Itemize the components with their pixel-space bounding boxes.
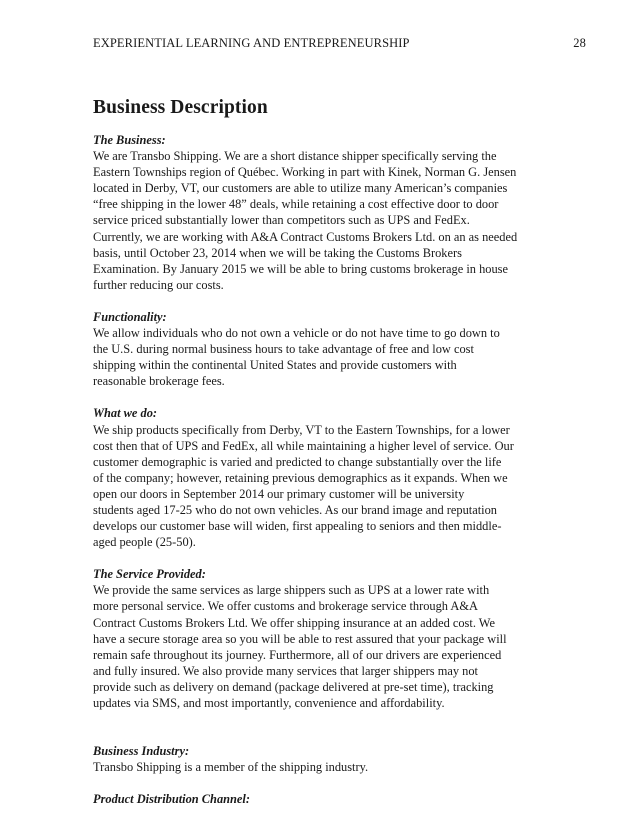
section-heading: The Business: — [93, 133, 166, 147]
text-line: aged people (25-50). — [93, 535, 196, 550]
section-product-distribution-channel — [93, 791, 545, 807]
text-line: We allow individuals who do not own a vehicle or do not have time to go down to — [93, 326, 500, 341]
section-body — [93, 759, 545, 775]
section-the-business — [93, 132, 545, 293]
text-line: located in Derby, VT, our customers are able to utilize many American’s companies — [93, 181, 508, 196]
text-line: cost then that of UPS and FedEx, all while maintaining a higher level of service. Our — [93, 438, 514, 453]
text-line: reasonable brokerage fees. — [93, 374, 225, 389]
text-line: “free shipping in the lower 48” deals, while retaining a cost effective door to door — [93, 197, 499, 212]
section-heading: Functionality: — [93, 309, 167, 324]
text-line: Transbo Shipping is a member of the shipping industry. — [93, 760, 369, 775]
text-line: develops our customer base will widen, first appealing to seniors and then middle- — [93, 519, 502, 534]
section-body — [93, 148, 545, 293]
text-line: Currently, we are working with A&A Contract Customs Brokers Ltd. on an as needed — [93, 229, 518, 244]
section-heading: What we do: — [93, 406, 158, 421]
section-body — [93, 325, 545, 389]
text-line: remain safe throughout its journey. Furthermore, all of our drivers are experienced — [93, 647, 502, 662]
text-line: further reducing our costs. — [93, 277, 224, 292]
text-line: provide such as delivery on demand (package delivered at pre-set time), tracking — [93, 679, 494, 694]
text-line: Contract Customs Brokers Ltd. We offer shipping insurance at an added cost. We — [93, 615, 495, 630]
running-header — [93, 36, 586, 52]
text-line: of the company; however, retaining previous demographics as it expands. When we — [93, 470, 508, 485]
section-body — [93, 422, 545, 551]
section-heading: Product Distribution Channel: — [93, 792, 250, 807]
text-line: open our doors in September 2014 our primary customer will be university — [93, 486, 465, 501]
text-line: and fully insured. We also provide many services that larger shippers may not — [93, 663, 478, 678]
text-line: We ship products specifically from Derby, VT to the Eastern Townships, for a lower — [93, 422, 510, 437]
page-title: Business Description — [93, 97, 268, 118]
text-line: more personal service. We offer customs and brokerage service through A&A — [93, 599, 478, 614]
text-line: We are Transbo Shipping. We are a short distance shipper specifically serving the — [93, 149, 497, 164]
section-business-industry — [93, 743, 545, 775]
text-line: the U.S. during normal business hours to take advantage of free and low cost — [93, 342, 474, 357]
page-number: 28 — [573, 36, 586, 50]
text-line: shipping within the continental United States and provide customers with — [93, 358, 457, 373]
text-line: students aged 17-25 who do not own vehicles. As our brand image and reputation — [93, 502, 497, 517]
section-what-we-do — [93, 405, 545, 550]
section-heading: The Service Provided: — [93, 567, 206, 582]
text-line: customer demographic is varied and predicted to change substantially over the life — [93, 454, 502, 469]
text-line: We provide the same services as large shippers such as UPS at a lower rate with — [93, 583, 490, 598]
text-line: Eastern Townships region of Québec. Working in part with Kinek, Norman G. Jensen — [93, 165, 517, 180]
text-line: have a secure storage area so you will be able to rest assured that your package will — [93, 631, 507, 646]
section-service-provided — [93, 566, 545, 711]
text-line: basis, until October 23, 2014 when we will be taking the Customs Brokers — [93, 245, 462, 260]
text-line: updates via SMS, and most importantly, convenience and affordability. — [93, 696, 445, 710]
section-heading: Business Industry: — [93, 744, 190, 759]
running-title: EXPERIENTIAL LEARNING AND ENTREPRENEURSHIP — [93, 36, 410, 50]
page-content — [93, 96, 545, 807]
section-body — [93, 582, 545, 711]
text-line: Examination. By January 2015 we will be able to bring customs brokerage in house — [93, 261, 508, 276]
section-functionality — [93, 309, 545, 389]
text-line: service priced substantially lower than competitors such as UPS and FedEx. — [93, 213, 470, 228]
